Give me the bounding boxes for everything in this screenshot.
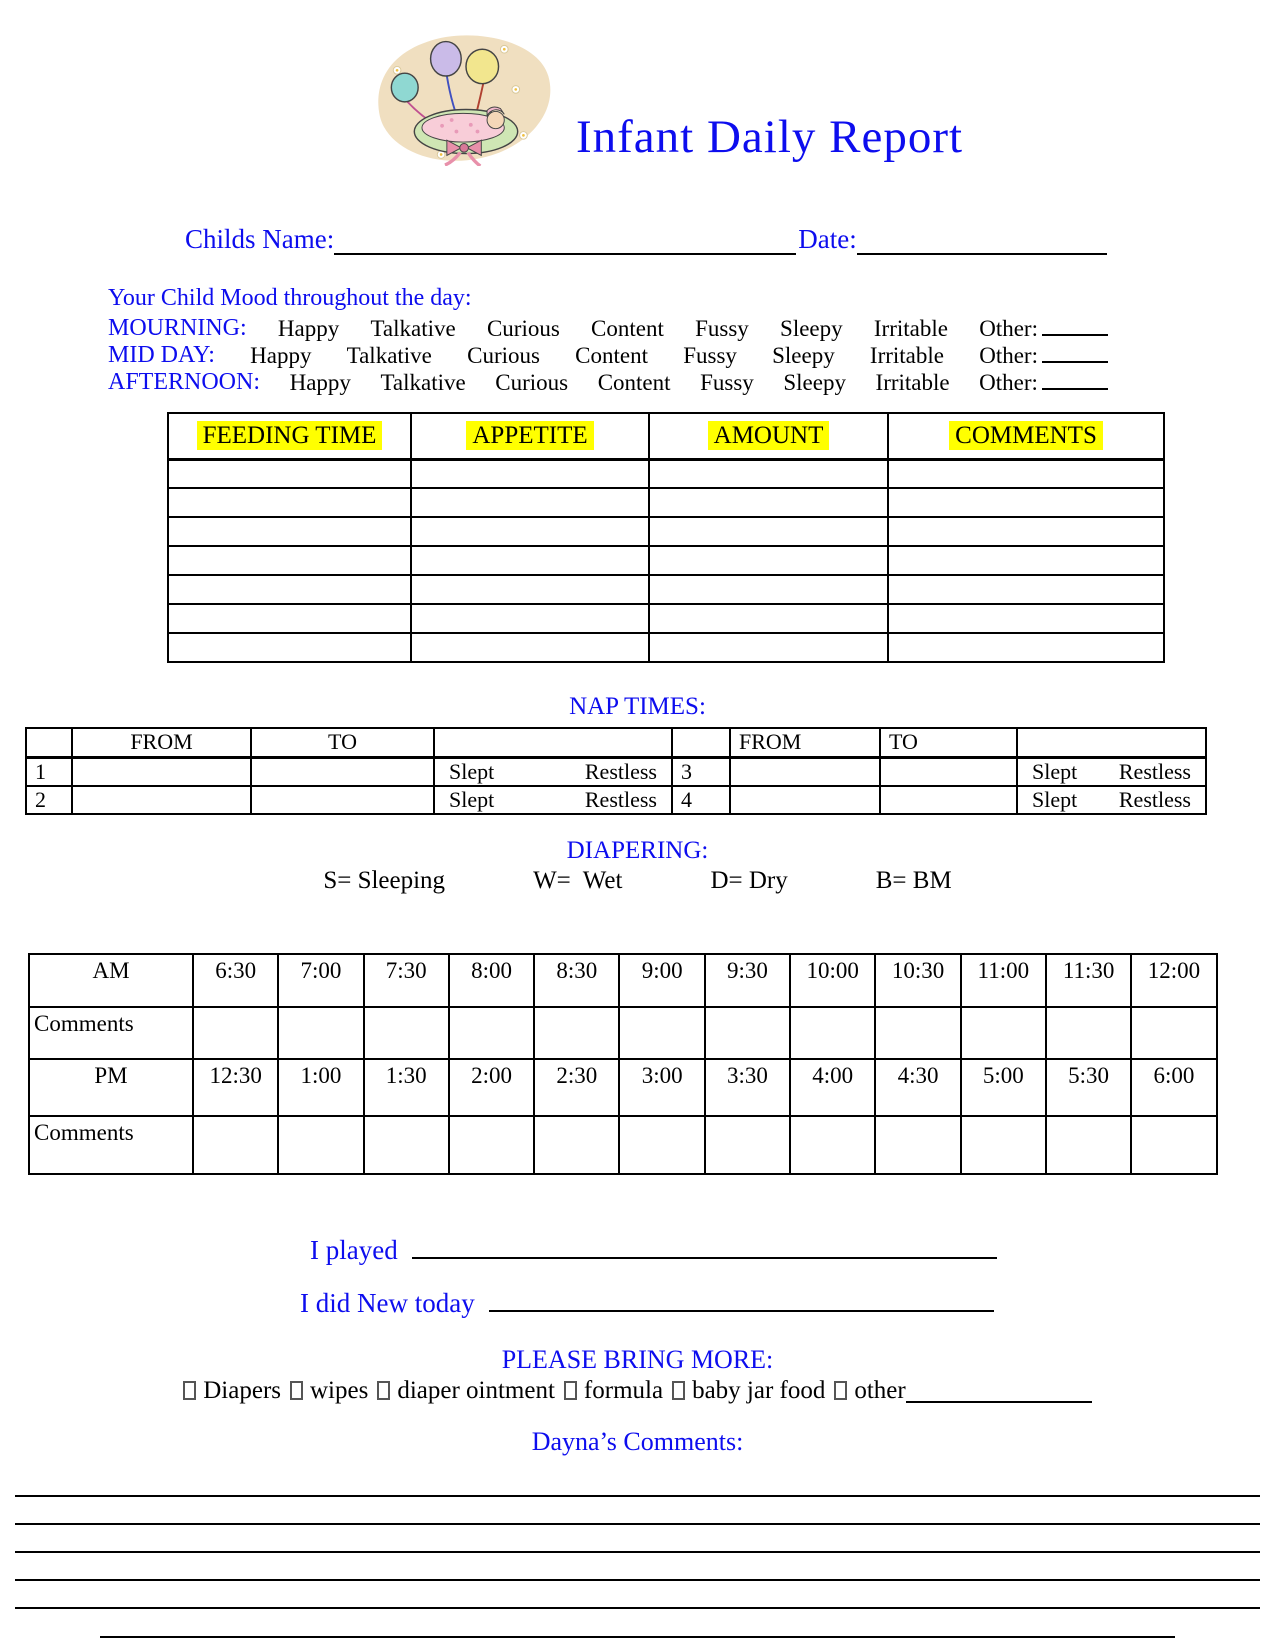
mood-other [979, 315, 1108, 342]
mood-row-label: MID DAY: [108, 342, 215, 368]
mood-option[interactable]: Irritable [869, 343, 944, 368]
diapering-cell[interactable] [1046, 1116, 1131, 1174]
mood-option[interactable]: Curious [495, 370, 569, 395]
comment-line[interactable] [15, 1497, 1260, 1525]
pm-time-header: 2:30 [534, 1059, 619, 1116]
diapering-cell[interactable] [619, 1116, 704, 1174]
nap-row [26, 757, 1206, 786]
nap-slept-option[interactable]: Slept [449, 786, 495, 812]
feeding-cell[interactable] [168, 633, 411, 662]
feeding-row [168, 604, 1164, 633]
nap-header-row [26, 728, 1206, 757]
feeding-cell[interactable] [411, 488, 649, 517]
am-time-header: 9:30 [705, 954, 790, 1007]
mood-option[interactable]: Content [591, 316, 664, 341]
feeding-header-feeding-time: FEEDING TIME [168, 413, 411, 459]
nap-header-blank [434, 728, 672, 757]
i-played-row [310, 1233, 1275, 1266]
diapering-cell[interactable] [875, 1007, 960, 1059]
bring-item-diaper-ointment[interactable] [377, 1377, 555, 1405]
diapering-table [28, 953, 1218, 1175]
nap-number: 3 [672, 757, 730, 786]
new-today-field[interactable] [489, 1286, 994, 1312]
i-played-field[interactable] [412, 1233, 997, 1259]
bring-item-wipes[interactable] [290, 1377, 368, 1405]
nap-header-to: TO [880, 728, 1017, 757]
mood-option[interactable]: Happy [277, 316, 340, 341]
nap-header-from: FROM [72, 728, 251, 757]
legend-dry: D= Dry [710, 866, 788, 894]
header [0, 0, 1275, 166]
am-time-header: 10:30 [875, 954, 960, 1007]
pm-time-header: 3:00 [619, 1059, 704, 1116]
mood-row-label: AFTERNOON: [108, 369, 261, 395]
bring-item-formula[interactable] [564, 1377, 663, 1405]
childs-name-field[interactable] [334, 225, 796, 255]
mood-section [108, 285, 1108, 396]
bring-item-label: wipes [310, 1376, 369, 1404]
checkbox-icon[interactable] [377, 1381, 390, 1400]
am-label: AM [29, 954, 193, 1007]
feeding-cell[interactable] [411, 604, 649, 633]
nap-to-field[interactable] [251, 786, 434, 814]
pm-time-header: 2:00 [449, 1059, 534, 1116]
diapering-cell[interactable] [790, 1007, 875, 1059]
am-time-header: 10:00 [790, 954, 875, 1007]
nap-row [26, 786, 1206, 814]
new-today-label: I did New today [300, 1287, 475, 1318]
nap-to-field[interactable] [251, 757, 434, 786]
feeding-cell[interactable] [888, 575, 1164, 604]
comment-line[interactable] [15, 1581, 1260, 1609]
pm-time-header: 5:30 [1046, 1059, 1131, 1116]
mood-option[interactable]: Talkative [380, 370, 466, 395]
nap-to-field[interactable] [880, 786, 1017, 814]
legend-sleeping: S= Sleeping [323, 866, 446, 894]
comment-line[interactable] [15, 1553, 1260, 1581]
feeding-header-appetite: APPETITE [411, 413, 649, 459]
am-time-header: 7:30 [364, 954, 449, 1007]
legend-bm: B= BM [875, 866, 952, 894]
feeding-cell[interactable] [888, 604, 1164, 633]
am-time-header: 8:30 [534, 954, 619, 1007]
pm-time-header: 3:30 [705, 1059, 790, 1116]
nap-restless-option[interactable]: Restless [1118, 786, 1191, 812]
nap-from-field[interactable] [730, 757, 880, 786]
mood-option[interactable]: Talkative [346, 343, 432, 368]
pm-time-header: 4:30 [875, 1059, 960, 1116]
feeding-cell[interactable] [168, 575, 411, 604]
nap-header-blank [26, 728, 72, 757]
diapering-cell[interactable] [705, 1007, 790, 1059]
nap-times-heading: NAP TIMES: [569, 693, 706, 720]
bring-item-label: formula [583, 1376, 664, 1404]
diapering-pm-comments-row [29, 1116, 1217, 1174]
feeding-row [168, 488, 1164, 517]
diapering-cell[interactable] [705, 1116, 790, 1174]
mood-other-field[interactable] [1042, 316, 1108, 336]
nap-slept-option[interactable]: Slept [449, 758, 495, 784]
feeding-cell[interactable] [168, 459, 411, 488]
mood-other [979, 369, 1108, 396]
page-title: Infant Daily Report [576, 111, 964, 163]
legend-wet: W= Wet [533, 866, 623, 894]
nap-header-to: TO [251, 728, 434, 757]
date-field[interactable] [857, 225, 1107, 255]
diapering-pm-row [29, 1059, 1217, 1116]
feeding-cell[interactable] [649, 459, 888, 488]
diapering-cell[interactable] [790, 1116, 875, 1174]
mood-other-field[interactable] [1042, 370, 1108, 390]
nap-header-blank [1017, 728, 1206, 757]
bring-item-label: Diapers [203, 1376, 281, 1404]
am-time-header: 6:30 [193, 954, 278, 1007]
pm-time-header: 5:00 [961, 1059, 1046, 1116]
diapering-cell[interactable] [534, 1116, 619, 1174]
diapering-cell[interactable] [364, 1007, 449, 1059]
diapering-am-comments-row [29, 1007, 1217, 1059]
diapering-cell[interactable] [1131, 1116, 1216, 1174]
feeding-row [168, 546, 1164, 575]
pm-label: PM [29, 1059, 193, 1116]
mood-option[interactable]: Happy [250, 343, 312, 368]
diapering-cell[interactable] [193, 1116, 278, 1174]
pm-time-header: 6:00 [1131, 1059, 1216, 1116]
mood-option[interactable]: Happy [289, 370, 351, 395]
childs-name-label: Childs Name: [185, 224, 335, 254]
nap-restless-option[interactable]: Restless [584, 786, 657, 812]
nap-from-field[interactable] [730, 786, 880, 814]
feeding-cell[interactable] [888, 633, 1164, 662]
feeding-cell[interactable] [411, 517, 649, 546]
nap-slept-option[interactable]: Slept [1032, 786, 1078, 812]
mood-option[interactable]: Content [597, 370, 671, 395]
diapering-cell[interactable] [961, 1007, 1046, 1059]
feeding-cell[interactable] [888, 546, 1164, 575]
mood-other-field[interactable] [1042, 343, 1108, 363]
feeding-header-amount: AMOUNT [649, 413, 888, 459]
diapering-cell[interactable] [193, 1007, 278, 1059]
nap-restless-option[interactable]: Restless [1118, 758, 1191, 784]
diapering-cell[interactable] [961, 1116, 1046, 1174]
nap-times-table [25, 727, 1207, 815]
nap-slept-option[interactable]: Slept [1032, 758, 1078, 784]
mood-row-label: MOURNING: [108, 315, 247, 341]
am-time-header: 9:00 [619, 954, 704, 1007]
diapering-cell[interactable] [278, 1007, 363, 1059]
pm-time-header: 4:00 [790, 1059, 875, 1116]
am-time-header: 11:00 [961, 954, 1046, 1007]
comment-line[interactable] [15, 1525, 1260, 1553]
mood-row-afternoon [108, 369, 1108, 396]
feeding-cell[interactable] [888, 459, 1164, 488]
am-time-header: 11:30 [1046, 954, 1131, 1007]
pm-time-header: 1:30 [364, 1059, 449, 1116]
am-time-header: 12:00 [1131, 954, 1216, 1007]
checkbox-icon[interactable] [672, 1381, 685, 1400]
date-label: Date: [798, 224, 857, 254]
mood-option[interactable]: Sleepy [780, 316, 843, 341]
nap-status [434, 786, 672, 814]
feeding-cell[interactable] [649, 604, 888, 633]
am-time-header: 8:00 [449, 954, 534, 1007]
staff-comments-heading: Dayna’s Comments: [531, 1426, 744, 1456]
nap-number: 4 [672, 786, 730, 814]
bring-other-field[interactable] [906, 1379, 1092, 1403]
mood-other-label: Other: [979, 343, 1038, 368]
checkbox-icon[interactable] [290, 1381, 303, 1400]
infant-logo [368, 32, 564, 166]
diapering-cell[interactable] [619, 1007, 704, 1059]
diapering-cell[interactable] [364, 1116, 449, 1174]
feeding-cell[interactable] [411, 459, 649, 488]
feeding-cell[interactable] [168, 546, 411, 575]
comment-line[interactable] [15, 1469, 1260, 1497]
bring-item-label: other [854, 1376, 906, 1404]
mood-option[interactable]: Fussy [700, 370, 754, 395]
feeding-row [168, 575, 1164, 604]
comment-line[interactable] [100, 1609, 1175, 1638]
mood-option[interactable]: Curious [467, 343, 540, 368]
mood-option[interactable]: Irritable [875, 370, 950, 395]
pm-time-header: 12:30 [193, 1059, 278, 1116]
identity-row [185, 224, 1275, 255]
feeding-row [168, 459, 1164, 488]
nap-header-from: FROM [730, 728, 880, 757]
feeding-cell[interactable] [168, 604, 411, 633]
bring-more-heading: PLEASE BRING MORE: [501, 1344, 774, 1374]
feeding-cell[interactable] [411, 546, 649, 575]
mood-option[interactable]: Sleepy [783, 370, 846, 395]
diapering-cell[interactable] [449, 1007, 534, 1059]
mood-option[interactable]: Fussy [683, 343, 737, 368]
feeding-header-row [168, 413, 1164, 459]
mood-option[interactable]: Sleepy [772, 343, 835, 368]
staff-comments-lines [15, 1469, 1260, 1609]
feeding-row [168, 633, 1164, 662]
checkbox-icon[interactable] [834, 1381, 847, 1400]
checkbox-icon[interactable] [564, 1381, 577, 1400]
diapering-cell[interactable] [1046, 1007, 1131, 1059]
nap-to-field[interactable] [880, 757, 1017, 786]
diapering-cell[interactable] [534, 1007, 619, 1059]
feeding-cell[interactable] [649, 575, 888, 604]
bring-item-label: diaper ointment [397, 1376, 555, 1404]
feeding-cell[interactable] [168, 488, 411, 517]
diapering-cell[interactable] [875, 1116, 960, 1174]
nap-number: 1 [26, 757, 72, 786]
pm-time-header: 1:00 [278, 1059, 363, 1116]
new-today-row [300, 1286, 1275, 1319]
mood-option[interactable]: Curious [486, 316, 560, 341]
mood-option[interactable]: Talkative [370, 316, 456, 341]
nap-from-field[interactable] [72, 786, 251, 814]
diapering-heading: DIAPERING: [566, 836, 709, 864]
diapering-legend [0, 867, 1275, 895]
nap-status [1017, 786, 1206, 814]
feeding-cell[interactable] [168, 517, 411, 546]
mood-option[interactable]: Irritable [873, 316, 948, 341]
nap-header-blank [672, 728, 730, 757]
feeding-cell[interactable] [411, 575, 649, 604]
feeding-cell[interactable] [411, 633, 649, 662]
diapering-am-row [29, 954, 1217, 1007]
bring-item-label: baby jar food [692, 1376, 826, 1404]
feeding-row [168, 517, 1164, 546]
feeding-cell[interactable] [888, 488, 1164, 517]
nap-restless-option[interactable]: Restless [584, 758, 657, 784]
bring-more-row [0, 1377, 1275, 1405]
diapering-cell[interactable] [278, 1116, 363, 1174]
mood-option[interactable]: Content [575, 343, 648, 368]
comments-label: Comments [29, 1116, 193, 1174]
bring-item-baby-jar-food[interactable] [672, 1377, 825, 1405]
mood-row-morning [108, 315, 1108, 342]
diapering-cell[interactable] [449, 1116, 534, 1174]
nap-from-field[interactable] [72, 757, 251, 786]
feeding-cell[interactable] [649, 488, 888, 517]
nap-status [434, 757, 672, 786]
mood-heading: Your Child Mood throughout the day: [108, 285, 472, 311]
bring-item-other[interactable] [834, 1377, 1091, 1405]
nap-status [1017, 757, 1206, 786]
feeding-table [167, 412, 1165, 663]
feeding-cell[interactable] [649, 633, 888, 662]
comments-label: Comments [29, 1007, 193, 1059]
mood-option[interactable]: Fussy [695, 316, 749, 341]
mood-other [979, 342, 1108, 369]
bring-item-diapers[interactable] [183, 1377, 281, 1405]
feeding-cell[interactable] [649, 546, 888, 575]
diapering-cell[interactable] [1131, 1007, 1216, 1059]
feeding-cell[interactable] [888, 517, 1164, 546]
am-time-header: 7:00 [278, 954, 363, 1007]
mood-row-midday [108, 342, 1108, 369]
feeding-cell[interactable] [649, 517, 888, 546]
feeding-header-comments: COMMENTS [888, 413, 1164, 459]
nap-number: 2 [26, 786, 72, 814]
mood-other-label: Other: [979, 370, 1038, 395]
mood-other-label: Other: [979, 316, 1038, 341]
checkbox-icon[interactable] [183, 1381, 196, 1400]
i-played-label: I played [310, 1234, 398, 1265]
